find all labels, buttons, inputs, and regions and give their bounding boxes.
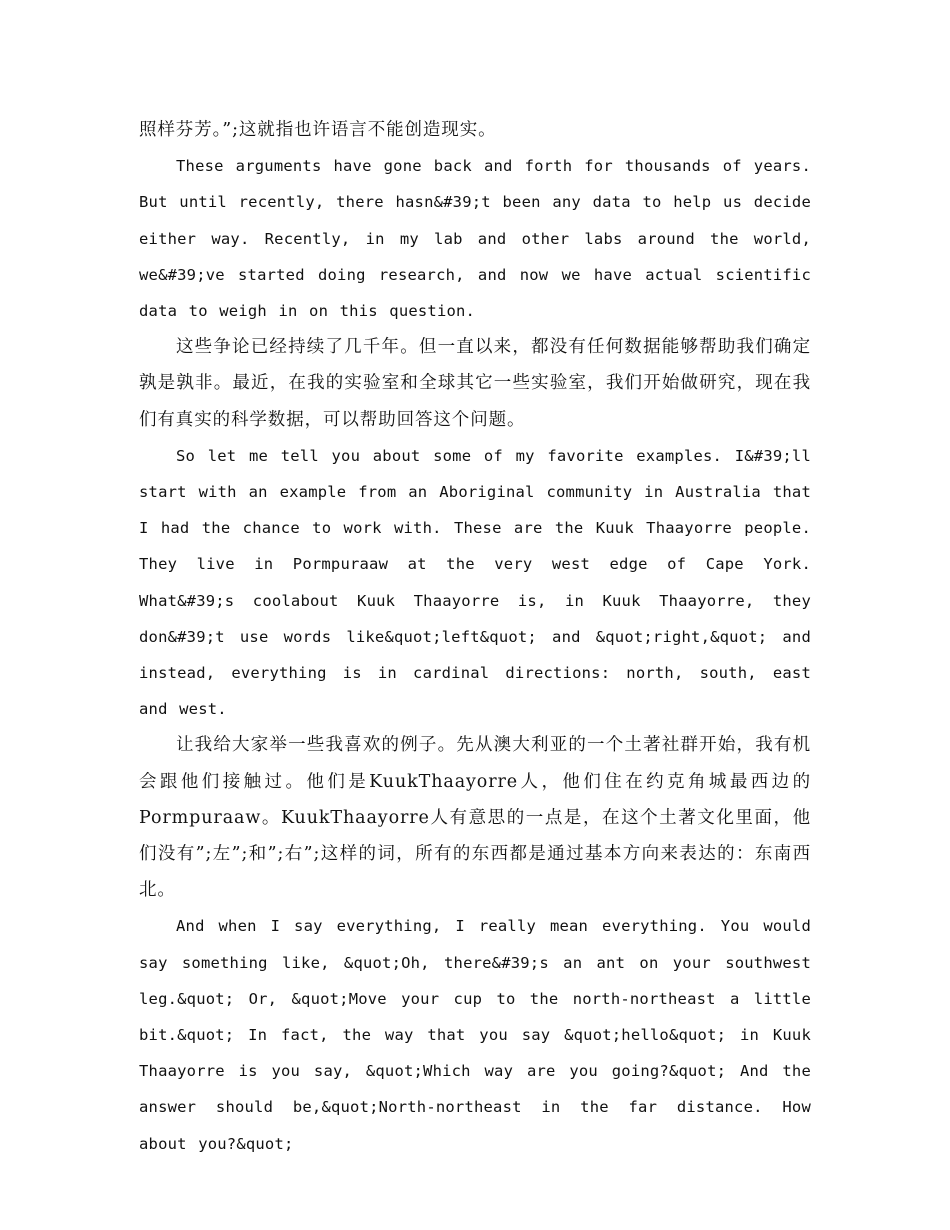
paragraph-zh-3: 让我给大家举一些我喜欢的例子。先从澳大利亚的一个土著社群开始，我有机会跟他们接触过。他们是KuukThaayorre人，他们住在约克角城最西边的Pormpuraaw。KuukThaayorre人有意思的一点是，在这个土著文化里面，他们没有”;左”;和”;右”;这样的词，所有的东西都是通过基本方向来表达的：东南西北。: [139, 735, 811, 901]
paragraph-zh-2: 这些争论已经持续了几千年。但一直以来，都没有任何数据能够帮助我们确定孰是孰非。最近，在我的实验室和全球其它一些实验室，我们开始做研究，现在我们有真实的科学数据，可以帮助回答这个问题。: [139, 337, 811, 430]
paragraph-en-3: And when I say everything, I really mean everything. You would say something like, &quot;Oh, there&#39;s an ant on your southwest leg.&quot; Or, &quot;Move your cup to the north-northeast a little bit.&quot; In fact, the way that you say &quot;hello&quot; in Kuuk Thaayorre is you say, &quot;Which way are you going?&quot; And the answer should be,&quot;North-northeast in the far distance. How about you?&quot;: [139, 917, 811, 1153]
paragraph-en-1: These arguments have gone back and forth for thousands of years. But until recently, there hasn&#39;t been any data to help us decide either way. Recently, in my lab and other labs around the world, we&#39;ve started doing research, and now we have actual scientific data to weigh in on this question.: [139, 157, 811, 321]
paragraph-en-2: So let me tell you about some of my favorite examples. I&#39;ll start with an example from an Aboriginal community in Australia that I had the chance to work with. These are the Kuuk Thaayorre people. They live in Pormpuraaw at the very west edge of Cape York. What&#39;s coolabout Kuuk Thaayorre is, in Kuuk Thaayorre, they don&#39;t use words like&quot;left&quot; and &quot;right,&quot; and instead, everything is in cardinal directions: north, south, east and west.: [139, 446, 811, 719]
document-page: [139, 112, 811, 1162]
paragraph-zh-1: 照样芬芳。”;这就指也许语言不能创造现实。: [139, 120, 497, 140]
